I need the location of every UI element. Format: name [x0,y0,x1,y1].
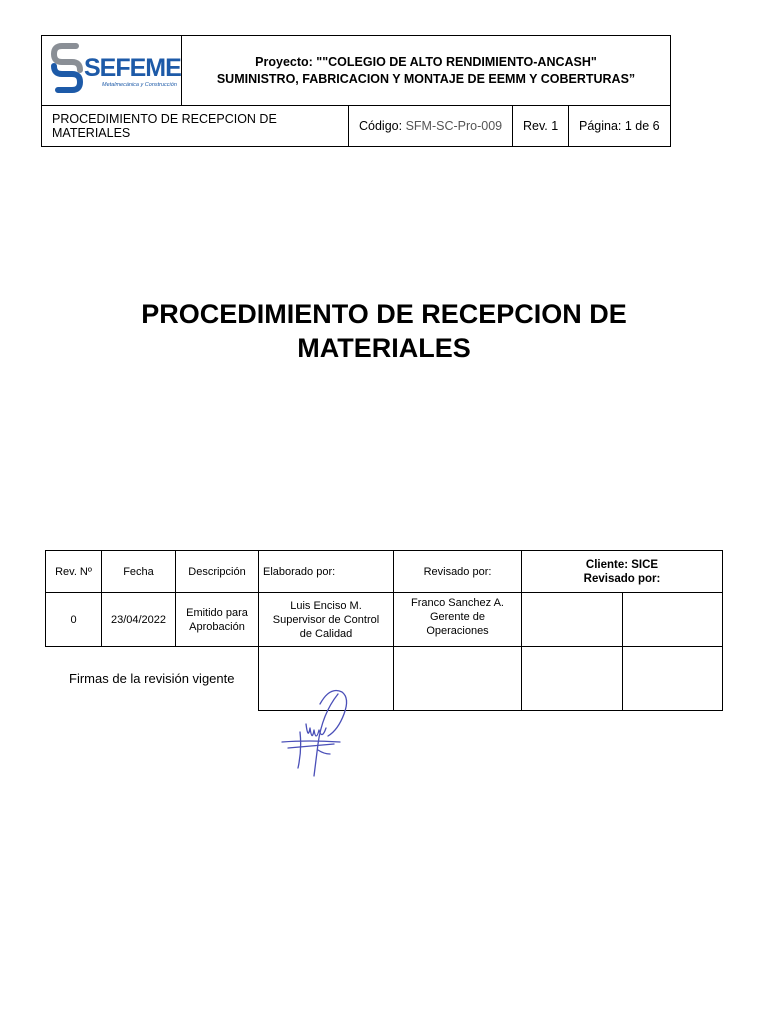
signature-cell-client-2 [623,647,723,711]
code-label: Código: [359,119,403,133]
header-reviewed-by: Revisado por: [394,551,522,593]
signature-cell-reviewed [394,647,522,711]
document-header [41,35,671,147]
reviewed-role-2: Operaciones [426,625,489,637]
handwritten-signature [278,684,356,780]
header-rev: Rev. Nº [46,551,102,593]
header-description: Descripción [176,551,259,593]
logo-text: SEFEME [84,54,181,82]
signature-cell-client-1 [522,647,623,711]
prepared-role-2: de Calidad [299,627,353,640]
reviewed-name: Franco Sanchez A. [411,597,504,609]
revision-number: Rev. 1 [513,106,569,146]
header-date: Fecha [102,551,176,593]
sefeme-logo-icon [50,42,84,94]
client-review-cell-1 [522,593,623,647]
row-description [176,593,259,647]
revision-table [45,550,723,711]
title-line-2: MATERIALES [297,333,471,363]
row-rev: 0 [46,593,102,647]
project-line-1: Proyecto: ""COLEGIO DE ALTO RENDIMIENTO-ANCASH" [255,54,597,69]
client-review-cell-2 [623,593,723,647]
reviewed-role-1: Gerente de [429,611,486,623]
client-reviewed-by: Revisado por: [583,572,661,585]
header-info-row [42,105,670,146]
logo-subtitle: Metalmecánica y Construcción [102,82,177,88]
header-prepared-by: Elaborado por: [259,551,394,593]
code-value: SFM-SC-Pro-009 [405,119,503,133]
header-client [522,551,723,593]
row-description-line-1: Emitido para [186,606,248,619]
table-header-row [46,551,723,593]
page-number: Página: 1 de 6 [579,119,660,133]
project-title [182,36,670,105]
prepared-name: Luis Enciso M. [290,599,362,612]
title-line-1: PROCEDIMIENTO DE RECEPCION DE [141,299,627,329]
logo [42,36,182,105]
row-reviewed-by [394,593,522,647]
row-date: 23/04/2022 [102,593,176,647]
prepared-role-1: Supervisor de Control [272,613,380,626]
row-description-line-2: Aprobación [189,620,245,633]
code-cell [349,106,513,146]
table-row [46,593,723,647]
document-title [100,297,668,365]
procedure-name: PROCEDIMIENTO DE RECEPCION DE MATERIALES [42,106,349,146]
signatures-label: Firmas de la revisión vigente [69,670,235,686]
signatures-row [46,647,723,711]
row-prepared-by [259,593,394,647]
project-line-2: SUMINISTRO, FABRICACION Y MONTAJE DE EEMM Y COBERTURAS” [216,71,636,86]
client-name: Cliente: SICE [585,558,659,571]
